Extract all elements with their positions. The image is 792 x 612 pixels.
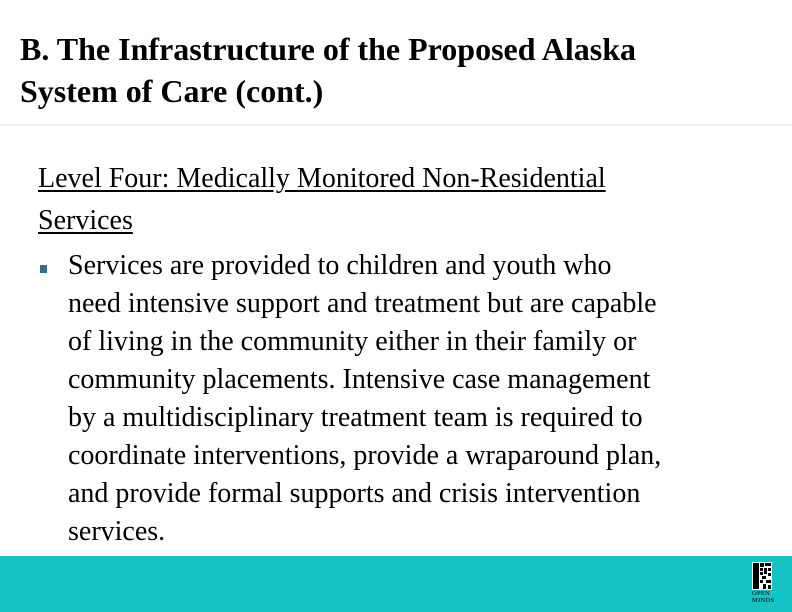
bullet-line: community placements. Intensive case management <box>68 364 651 395</box>
bullet-line: and provide formal supports and crisis intervention <box>68 478 641 509</box>
title-divider <box>0 124 792 127</box>
logo-text-open: OPEN <box>752 590 771 597</box>
logo-text-minds: MINDS <box>752 597 775 604</box>
bullet-paragraph <box>68 247 768 551</box>
bullet-line: of living in the community either in their family or <box>68 326 637 357</box>
section-heading-line-2: Services <box>38 205 133 236</box>
open-minds-logo-icon <box>752 562 772 590</box>
section-heading <box>38 158 758 242</box>
bullet-square-icon <box>40 265 47 273</box>
footer-band <box>0 556 792 612</box>
slide-title <box>20 28 760 112</box>
slide-title-line-2: System of Care (cont.) <box>20 73 324 109</box>
slide-title-line-1: B. The Infrastructure of the Proposed Alaska <box>20 31 637 67</box>
bullet-line: services. <box>68 516 166 547</box>
section-heading-line-1: Level Four: Medically Monitored Non-Residential <box>38 163 606 194</box>
bullet-line: need intensive support and treatment but are capable <box>68 288 657 319</box>
bullet-line: Services are provided to children and youth who <box>68 250 612 281</box>
bullet-line: by a multidisciplinary treatment team is required to <box>68 402 643 433</box>
bullet-line: coordinate interventions, provide a wraparound plan, <box>68 440 662 471</box>
open-minds-logo <box>752 562 778 610</box>
